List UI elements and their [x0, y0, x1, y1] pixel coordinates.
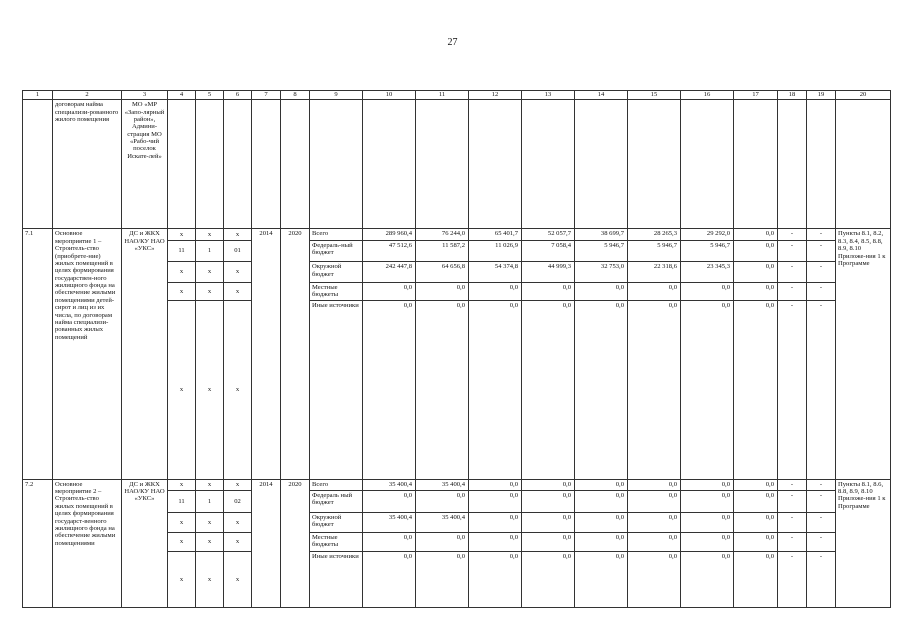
activity-number: 7.2 — [23, 479, 53, 607]
funding-value: 44 999,3 — [522, 262, 575, 283]
empty-cell — [252, 100, 281, 229]
funding-value: 0,0 — [469, 301, 522, 479]
funding-value: 0,0 — [734, 551, 778, 607]
funding-value: 0,0 — [363, 551, 416, 607]
funding-value: 0,0 — [575, 551, 628, 607]
funding-value: 0,0 — [522, 512, 575, 533]
budget-code: x — [224, 533, 252, 551]
funding-value: 5 946,7 — [575, 240, 628, 262]
budget-code: x — [224, 262, 252, 283]
funding-value: - — [778, 551, 807, 607]
empty-cell — [522, 100, 575, 229]
funding-value: 0,0 — [416, 533, 469, 551]
empty-cell — [416, 100, 469, 229]
funding-value: - — [778, 512, 807, 533]
funding-value: 7 058,4 — [522, 240, 575, 262]
funding-value: - — [807, 533, 836, 551]
budget-code: 11 — [168, 491, 196, 513]
funding-source: Федераль ный бюджет — [310, 491, 363, 513]
funding-value: 35 400,4 — [363, 479, 416, 490]
empty-cell — [469, 100, 522, 229]
budget-code: x — [168, 479, 196, 490]
funding-value: 0,0 — [734, 479, 778, 490]
column-number: 8 — [281, 91, 310, 100]
funding-value: 0,0 — [628, 512, 681, 533]
funding-value: - — [807, 262, 836, 283]
funding-value: 23 345,3 — [681, 262, 734, 283]
program-reference: Пункты 8.1, 8.2, 8.3, 8.4, 8.5, 8.8, 8.9, 8.10 Приложе-ния 1 к Программе — [836, 229, 891, 479]
funding-value: 0,0 — [469, 479, 522, 490]
funding-value: - — [807, 301, 836, 479]
funding-value: 0,0 — [681, 551, 734, 607]
empty-cell — [734, 100, 778, 229]
funding-value: - — [778, 491, 807, 513]
budget-code: 01 — [224, 240, 252, 262]
funding-value: - — [807, 282, 836, 300]
budget-code: x — [168, 282, 196, 300]
column-number: 13 — [522, 91, 575, 100]
funding-value: 0,0 — [363, 533, 416, 551]
activity-row — [23, 479, 891, 490]
funding-value: - — [778, 479, 807, 490]
column-number: 12 — [469, 91, 522, 100]
page-number: 27 — [447, 37, 458, 48]
funding-value: 0,0 — [681, 479, 734, 490]
budget-code: x — [196, 479, 224, 490]
funding-value: 0,0 — [734, 262, 778, 283]
column-number: 18 — [778, 91, 807, 100]
funding-value: 0,0 — [734, 282, 778, 300]
column-number: 14 — [575, 91, 628, 100]
funding-value: 0,0 — [469, 533, 522, 551]
funding-value: 0,0 — [522, 533, 575, 551]
funding-value: 0,0 — [734, 512, 778, 533]
budget-code: x — [196, 533, 224, 551]
funding-value: 0,0 — [363, 301, 416, 479]
budget-code: x — [224, 512, 252, 533]
budget-code: x — [168, 533, 196, 551]
funding-value: 11 026,9 — [469, 240, 522, 262]
funding-value: 0,0 — [734, 240, 778, 262]
budget-code: x — [196, 262, 224, 283]
funding-source: Федераль-ный бюджет — [310, 240, 363, 262]
funding-value: 5 946,7 — [628, 240, 681, 262]
funding-value: 47 512,6 — [363, 240, 416, 262]
column-number: 2 — [53, 91, 122, 100]
budget-code: x — [224, 301, 252, 479]
funding-value: 0,0 — [363, 282, 416, 300]
empty-cell — [168, 100, 196, 229]
cell-num — [23, 100, 53, 229]
activity-executor: ДС и ЖКХ НАО/КУ НАО «УКС» — [122, 229, 168, 479]
funding-value: 0,0 — [681, 301, 734, 479]
budget-code: 02 — [224, 491, 252, 513]
budget-code: x — [224, 282, 252, 300]
funding-value: 54 374,8 — [469, 262, 522, 283]
start-year: 2014 — [252, 229, 281, 479]
empty-cell — [224, 100, 252, 229]
funding-value: 38 699,7 — [575, 229, 628, 240]
column-number: 19 — [807, 91, 836, 100]
budget-code: 11 — [168, 240, 196, 262]
budget-code: x — [196, 301, 224, 479]
budget-code: 1 — [196, 240, 224, 262]
empty-cell — [836, 100, 891, 229]
funding-value: 64 656,8 — [416, 262, 469, 283]
funding-value: 0,0 — [522, 491, 575, 513]
funding-value: 242 447,8 — [363, 262, 416, 283]
empty-cell — [310, 100, 363, 229]
funding-value: 0,0 — [575, 533, 628, 551]
column-number: 10 — [363, 91, 416, 100]
end-year: 2020 — [281, 229, 310, 479]
funding-value: 0,0 — [522, 301, 575, 479]
funding-value: 52 057,7 — [522, 229, 575, 240]
funding-value: 35 400,4 — [416, 512, 469, 533]
funding-value: - — [807, 240, 836, 262]
funding-value: - — [778, 301, 807, 479]
funding-source: Иные источники — [310, 301, 363, 479]
column-number: 6 — [224, 91, 252, 100]
program-reference: Пункты 8.1, 8.6, 8.8, 8.9, 8.10 Приложе-ния 1 к Программе — [836, 479, 891, 607]
funding-value: 0,0 — [681, 282, 734, 300]
empty-cell — [778, 100, 807, 229]
funding-value: 29 292,0 — [681, 229, 734, 240]
funding-value: 22 318,6 — [628, 262, 681, 283]
funding-value: 0,0 — [363, 491, 416, 513]
funding-value: - — [778, 262, 807, 283]
column-number: 4 — [168, 91, 196, 100]
funding-value: 0,0 — [575, 479, 628, 490]
funding-value: 0,0 — [522, 282, 575, 300]
funding-value: 0,0 — [575, 512, 628, 533]
funding-source: Местные бюджеты — [310, 282, 363, 300]
budget-code: x — [168, 512, 196, 533]
funding-value: 0,0 — [628, 491, 681, 513]
activity-name: Основное мероприятие 1 – Строитель-ство (приобрете-ние) жилых помещений в целях формирования государствен-ного жилищного фонда на обеспечение жилыми помещениями детей-сирот и лиц из их числа, по договорам найма специализи-рованных жилых помещений — [53, 229, 122, 479]
funding-source: Иные источники — [310, 551, 363, 607]
funding-value: 5 946,7 — [681, 240, 734, 262]
funding-value: - — [778, 282, 807, 300]
funding-value: 0,0 — [628, 282, 681, 300]
column-number: 17 — [734, 91, 778, 100]
activity-executor: ДС и ЖКХ НАО/КУ НАО «УКС» — [122, 479, 168, 607]
funding-value: 0,0 — [575, 282, 628, 300]
budget-code: x — [196, 551, 224, 607]
column-number-row — [23, 91, 891, 100]
funding-source: Всего — [310, 479, 363, 490]
activity-name-cont: договорам найма специализи-рованного жилого помещения — [53, 100, 122, 229]
funding-value: 0,0 — [681, 491, 734, 513]
funding-value: 0,0 — [628, 533, 681, 551]
funding-value: - — [807, 229, 836, 240]
empty-cell — [575, 100, 628, 229]
column-number: 7 — [252, 91, 281, 100]
executor-cont: МО «МР «Запо-лярный район», Админи-страция МО «Рабо-чий поселок Искате-лей» — [122, 100, 168, 229]
funding-value: 0,0 — [681, 512, 734, 533]
budget-code: x — [224, 229, 252, 240]
column-number: 5 — [196, 91, 224, 100]
funding-value: 0,0 — [416, 301, 469, 479]
funding-value: 0,0 — [416, 282, 469, 300]
empty-cell — [681, 100, 734, 229]
funding-value: - — [778, 229, 807, 240]
empty-cell — [363, 100, 416, 229]
funding-value: 0,0 — [734, 491, 778, 513]
funding-value: 0,0 — [469, 512, 522, 533]
budget-code: x — [224, 551, 252, 607]
empty-cell — [628, 100, 681, 229]
budget-code: x — [196, 282, 224, 300]
column-number: 16 — [681, 91, 734, 100]
column-number: 11 — [416, 91, 469, 100]
end-year: 2020 — [281, 479, 310, 607]
budget-code: 1 — [196, 491, 224, 513]
continuation-row — [23, 100, 891, 229]
column-number: 15 — [628, 91, 681, 100]
empty-cell — [807, 100, 836, 229]
funding-value: 0,0 — [522, 551, 575, 607]
funding-value: 11 587,2 — [416, 240, 469, 262]
funding-source: Окружной бюджет — [310, 512, 363, 533]
column-number: 3 — [122, 91, 168, 100]
budget-code: x — [168, 229, 196, 240]
funding-value: 0,0 — [522, 479, 575, 490]
funding-value: - — [778, 240, 807, 262]
budget-code: x — [168, 301, 196, 479]
empty-cell — [281, 100, 310, 229]
start-year: 2014 — [252, 479, 281, 607]
budget-code: x — [168, 262, 196, 283]
funding-value: 0,0 — [575, 491, 628, 513]
activity-row — [23, 229, 891, 240]
funding-value: 0,0 — [469, 551, 522, 607]
column-number: 1 — [23, 91, 53, 100]
funding-value: 0,0 — [628, 479, 681, 490]
column-number: 9 — [310, 91, 363, 100]
funding-value: 0,0 — [416, 551, 469, 607]
budget-code: x — [196, 512, 224, 533]
funding-value: 0,0 — [628, 551, 681, 607]
funding-value: - — [807, 512, 836, 533]
activity-number: 7.1 — [23, 229, 53, 479]
funding-value: - — [807, 479, 836, 490]
funding-source: Окружной бюджет — [310, 262, 363, 283]
funding-value: 35 400,4 — [416, 479, 469, 490]
funding-value: - — [807, 491, 836, 513]
funding-value: 0,0 — [416, 491, 469, 513]
funding-value: - — [778, 533, 807, 551]
funding-value: 0,0 — [734, 229, 778, 240]
funding-value: 76 244,0 — [416, 229, 469, 240]
program-table — [22, 90, 891, 608]
column-number: 20 — [836, 91, 891, 100]
funding-value: 0,0 — [734, 533, 778, 551]
funding-value: 35 400,4 — [363, 512, 416, 533]
funding-value: 0,0 — [469, 491, 522, 513]
budget-code: x — [168, 551, 196, 607]
funding-value: 0,0 — [575, 301, 628, 479]
activity-name: Основное мероприятие 2 – Строитель-ство жилых помещений в целях формирования государст-венного жилищного фонда на обеспечение жилыми помещениями — [53, 479, 122, 607]
funding-value: 28 265,3 — [628, 229, 681, 240]
budget-code: x — [224, 479, 252, 490]
funding-value: 32 753,0 — [575, 262, 628, 283]
funding-value: 0,0 — [681, 533, 734, 551]
funding-value: 0,0 — [628, 301, 681, 479]
funding-value: - — [807, 551, 836, 607]
funding-value: 0,0 — [469, 282, 522, 300]
empty-cell — [196, 100, 224, 229]
funding-source: Местные бюджеты — [310, 533, 363, 551]
funding-value: 289 960,4 — [363, 229, 416, 240]
funding-value: 0,0 — [734, 301, 778, 479]
funding-source: Всего — [310, 229, 363, 240]
funding-value: 65 401,7 — [469, 229, 522, 240]
budget-code: x — [196, 229, 224, 240]
